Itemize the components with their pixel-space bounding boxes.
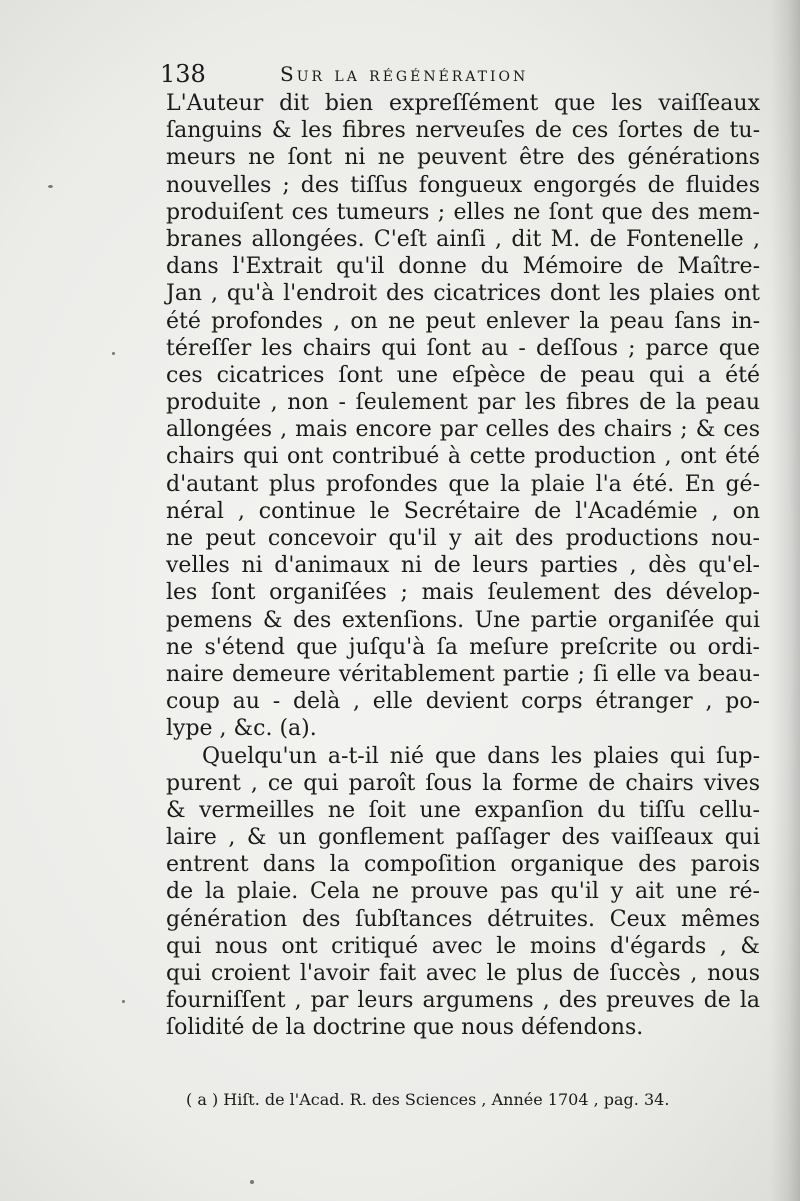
text-line: néral , continue le Secrétaire de l'Académie , on xyxy=(166,498,760,524)
text-line: coup au - delà , elle devient corps étranger , po- xyxy=(166,689,760,715)
page-edge-shadow xyxy=(770,0,800,1201)
text-line: lype , &c. (a). xyxy=(166,716,317,742)
running-title: Sur la régénération xyxy=(280,62,529,86)
text-line: pemens & des extenſions. Une partie organiſée qui xyxy=(166,607,760,633)
text-line: L'Auteur dit bien expreſſément que les vaiſſeaux xyxy=(166,91,760,116)
text-line: branes allongées. C'eſt ainſi , dit M. de Fontenelle , xyxy=(166,226,760,252)
text-line: ces cicatrices ſont une eſpèce de peau qui a été xyxy=(166,362,760,388)
text-line: dans l'Extrait qu'il donne du Mémoire de Maître- xyxy=(166,254,760,280)
page-number: 138 xyxy=(160,60,206,88)
footnote: ( a ) Hiſt. de l'Acad. R. des Sciences , Année 1704 , pag. 34. xyxy=(186,1090,670,1109)
text-line: Quelqu'un a-t-il nié que dans les plaies qui ſup- xyxy=(202,743,760,769)
body-text xyxy=(166,90,760,1042)
text-line: nouvelles ; des tiſſus fongueux engorgés de fluides xyxy=(166,172,760,198)
text-line: les ſont organiſées ; mais ſeulement des dévelop- xyxy=(166,580,760,606)
text-line: téreſſer les chairs qui ſont au - deſſous ; parce que xyxy=(166,335,760,361)
text-line: ſolidité de la doctrine que nous défendons. xyxy=(166,1015,644,1041)
text-line: entrent dans la compoſition organique des parois xyxy=(166,852,760,878)
text-line: & vermeilles ne ſoit une expanſion du tiſſu cellu- xyxy=(166,797,760,823)
text-line: produite , non - ſeulement par les fibres de la peau xyxy=(166,390,760,416)
text-line: été profondes , on ne peut enlever la peau ſans in- xyxy=(166,308,760,334)
text-line: fourniſſent , par leurs argumens , des preuves de la xyxy=(166,988,760,1014)
text-line: qui croient l'avoir fait avec le plus de ſuccès , nous xyxy=(166,961,760,986)
paper-speck xyxy=(250,1180,254,1184)
text-line: produiſent ces tumeurs ; elles ne ſont que des mem- xyxy=(166,199,760,225)
paper-speck xyxy=(112,352,115,355)
text-line: de la plaie. Cela ne prouve pas qu'il y ait une ré- xyxy=(166,879,760,905)
text-line: qui nous ont critiqué avec le moins d'égards , & xyxy=(166,933,760,959)
paper-speck xyxy=(122,1000,125,1003)
text-line: meurs ne ſont ni ne peuvent être des générations xyxy=(166,145,760,171)
text-line: laire , & un gonflement paſſager des vaiſſeaux qui xyxy=(166,825,760,851)
text-line: purent , ce qui paroît ſous la forme de chairs vives xyxy=(166,770,760,796)
text-line: ne peut concevoir qu'il y ait des productions nou- xyxy=(166,526,760,551)
text-line: d'autant plus profondes que la plaie l'a été. En gé- xyxy=(166,471,760,497)
paper-speck xyxy=(48,185,53,188)
text-line: Jan , qu'à l'endroit des cicatrices dont les plaies ont xyxy=(166,281,760,307)
text-line: allongées , mais encore par celles des chairs ; & ces xyxy=(166,417,760,443)
text-line: ſanguins & les fibres nerveuſes de ces ſortes de tu- xyxy=(166,118,760,144)
text-line: velles ni d'animaux ni de leurs parties , dès qu'el- xyxy=(166,553,760,579)
text-line: génération des ſubſtances détruites. Ceux mêmes xyxy=(166,906,760,932)
text-line: chairs qui ont contribué à cette production , ont été xyxy=(166,444,760,470)
text-line: naire demeure véritablement partie ; ſi elle va beau- xyxy=(166,661,760,687)
running-head xyxy=(160,60,760,90)
text-line: ne s'étend que juſqu'à ſa meſure preſcrite ou ordi- xyxy=(166,634,760,660)
